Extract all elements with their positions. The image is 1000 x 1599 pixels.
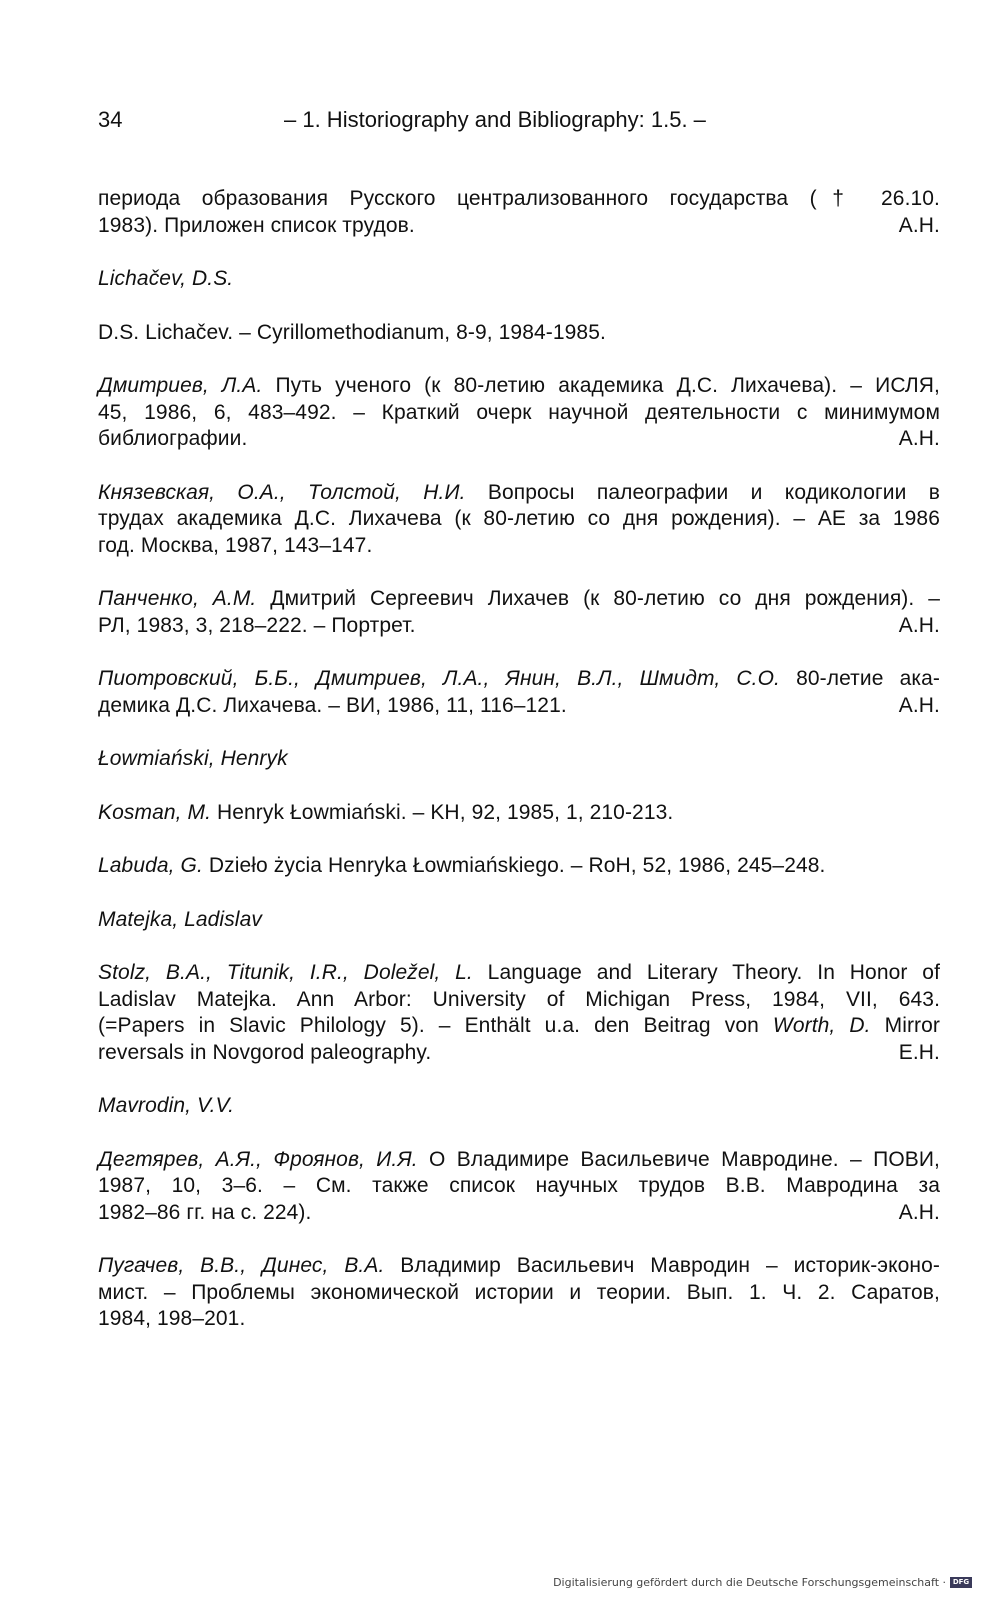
entry-line: D.S. Lichačev. – Cyrillomethodianum, 8-9, 1984-1985. [98,320,606,344]
page-number: 34 [98,107,123,132]
entry-author: Worth, D. [772,1014,871,1037]
entry-line: год. Москва, 1987, 143–147. [98,533,373,557]
person-heading: Lichačev, D.S. [98,267,234,290]
reviewer-initials: A.H. [898,693,940,717]
entry-text: 1982–86 гг. на с. 224). [98,1200,312,1224]
entry-line [98,426,940,453]
entry-author: Kosman, M. [98,800,212,824]
entry-line [98,1147,940,1174]
entry-line [98,666,940,693]
reviewer-initials: A.H. [898,427,940,450]
entry-title: Dzieło życia Henryka Łowmiańskiego. – RoH, 52, 1986, 245–248. [202,854,826,877]
digitization-credit [553,1576,972,1589]
entry-text: reversals in Novgorod paleography. [98,1040,432,1064]
entry-text: демика Д.С. Лихачева. – ВИ, 1986, 11, 116–121. [98,693,567,717]
entry-author: Панченко, А.М. [98,587,257,610]
bibliography-entry [98,1147,940,1227]
entry-title: Путь ученого (к 80-летию академика Д.С. Лихачева). – ИСЛЯ, [262,374,940,397]
bibliography-entry [98,373,940,453]
entry-text: РЛ, 1983, 3, 218–222. – Портрет. [98,613,416,637]
entry-line [98,586,940,613]
person-heading: Matejka, Ladislav [98,907,262,931]
entry-line: 1987, 10, 3–6. – См. также список научных трудов В.В. Мавродина за [98,1174,940,1197]
entry-line [98,1013,940,1040]
entry-line [98,693,940,720]
reviewer-initials: E.H. [898,1040,940,1064]
bibliography-entry [98,586,940,639]
entry-author: Пиотровский, Б.Б., Дмитриев, Л.А., Янин, В.Л., Шмидт, С.О. [98,667,780,690]
entry-line [98,1200,940,1227]
entry-line [98,853,940,880]
entry-author: Stolz, B.A., Titunik, I.R., Doležel, L. [98,961,473,984]
bibliography-entry [98,1253,940,1333]
entry-line [98,480,940,507]
entry-title: Henryk Łowmiański. – KH, 92, 1985, 1, 210-213. [211,800,674,824]
entry-line: мист. – Проблемы экономической истории и теории. Вып. 1. Ч. 2. Саратов, [98,1280,940,1304]
credit-text: Digitalisierung gefördert durch die Deutsche Forschungsgemeinschaft · [553,1576,946,1589]
entry-title: Вопросы палеографии и кодикологии в [465,480,940,504]
bibliography-entry [98,853,940,880]
entry-line [98,373,940,400]
entry-author: Пугачев, В.В., Динес, В.А. [98,1254,385,1277]
entry-line [98,613,940,640]
bibliography-entry [98,800,940,827]
entry-line: периода образования Русского централизованного государства († 26.10. [98,187,940,210]
entry-author: Дегтярев, А.Я., Фроянов, И.Я. [98,1147,418,1171]
entry-line: 45, 1986, 6, 483–492. – Краткий очерк научной деятельности с минимумом [98,400,940,424]
reviewer-initials: A.H. [898,613,940,637]
entry-line: трудах академика Д.С. Лихачева (к 80-летию со дня рождения). – АЕ за 1986 [98,507,940,530]
person-heading: Mavrodin, V.V. [98,1094,235,1117]
entry-line: 1984, 198–201. [98,1307,246,1330]
bibliography-entry [98,480,940,560]
running-title: – 1. Historiography and Bibliography: 1.5. – [284,107,706,132]
entry-title: О Владимире Васильевиче Мавродине. – ПОВИ, [417,1147,940,1171]
reviewer-initials: A.H. [898,213,940,237]
entry-line: Ladislav Matejka. Ann Arbor: University of Michigan Press, 1984, VII, 643. [98,987,940,1011]
entry-line [98,213,940,240]
bibliography-entry [98,666,940,719]
entry-text: Mirror [870,1014,941,1037]
entry-line [98,800,940,827]
entry-author: Князевская, О.А., Толстой, Н.И. [98,480,466,504]
bibliography-entry [98,960,940,1066]
entry-line [98,1040,940,1067]
entry-text: (=Papers in Slavic Philology 5). – Enthält u.a. den Beitrag von [98,1014,773,1037]
entry-title: Дмитрий Сергеевич Лихачев (к 80-летию со дня рождения). – [256,587,940,610]
entry-author: Labuda, G. [98,854,203,877]
entry-line [98,1253,940,1280]
bibliography-entry [98,186,940,239]
entry-text: библиографии. [98,427,248,450]
bibliography-body [98,186,940,1333]
bibliography-entry [98,320,940,347]
entry-title: Language and Literary Theory. In Honor of [472,961,941,984]
reviewer-initials: A.H. [898,1200,940,1224]
person-heading: Łowmiański, Henryk [98,747,288,770]
entry-title: Владимир Васильевич Мавродин – историк-эконо- [384,1254,940,1277]
dfg-logo-icon: DFG [950,1577,972,1588]
entry-author: Дмитриев, Л.А. [98,374,263,397]
entry-title: 80-летие ака- [779,667,940,690]
entry-line [98,960,940,987]
entry-text: 1983). Приложен список трудов. [98,213,415,237]
